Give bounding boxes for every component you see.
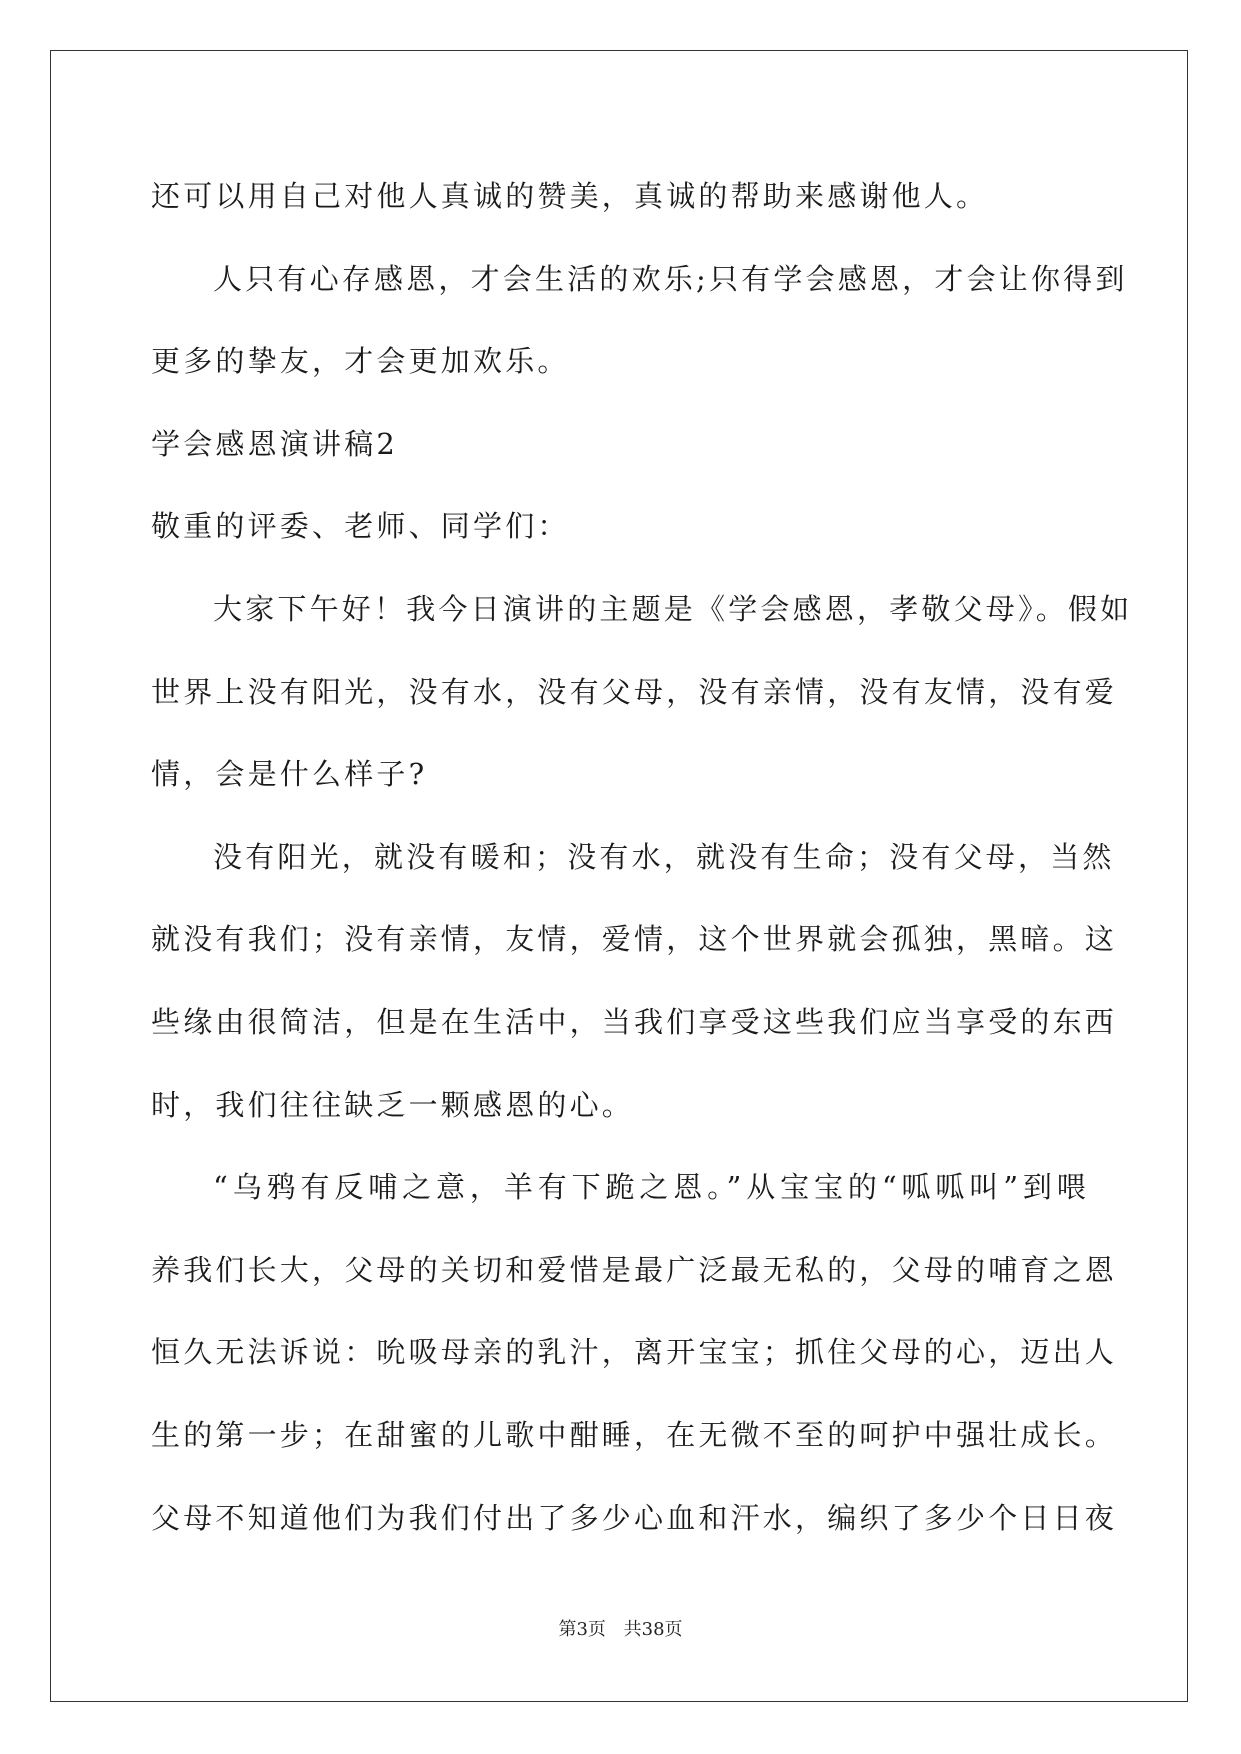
text-line: “乌鸦有反哺之意，羊有下跪之恩。”从宝宝的“呱呱叫”到喂: [213, 1170, 1089, 1205]
section-heading: 学会感恩演讲稿2: [151, 426, 399, 461]
page-footer: [0, 1618, 1241, 1642]
text-line: 恒久无法诉说：吮吸母亲的乳汁，离开宝宝；抓住父母的心，迈出人: [151, 1335, 1118, 1370]
text-line: 还可以用自己对他人真诚的赞美，真诚的帮助来感谢他人。: [151, 179, 989, 213]
text-line: 没有阳光，就没有暖和；没有水，就没有生命；没有父母，当然: [213, 839, 1115, 874]
text-line: 生的第一步；在甜蜜的儿歌中酣睡，在无微不至的呵护中强壮成长。: [151, 1417, 1118, 1452]
text-line: 些缘由很简洁，但是在生活中，当我们享受这些我们应当享受的东西: [151, 1004, 1118, 1039]
page-number: 第3页: [558, 1619, 606, 1640]
page-total: 共38页: [623, 1619, 683, 1640]
text-line: 更多的挚友，才会更加欢乐。: [151, 344, 570, 379]
text-line: 时，我们往往缺乏一颗感恩的心。: [151, 1087, 635, 1122]
text-line: 人只有心存感恩，才会生活的欢乐;只有学会感恩，才会让你得到: [213, 261, 1128, 296]
text-line: 世界上没有阳光，没有水，没有父母，没有亲情，没有友情，没有爱: [151, 674, 1118, 709]
document-body: [151, 155, 1133, 1559]
text-line: 就没有我们；没有亲情，友情，爱情，这个世界就会孤独，黑暗。这: [151, 922, 1118, 957]
salutation: 敬重的评委、老师、同学们：: [151, 509, 570, 544]
text-line: 情，会是什么样子?: [151, 757, 428, 792]
text-line: 父母不知道他们为我们付出了多少心血和汗水，编织了多少个日日夜: [151, 1500, 1118, 1535]
text-line: 养我们长大，父母的关切和爱惜是最广泛最无私的，父母的哺育之恩: [151, 1252, 1118, 1287]
text-line: 大家下午好！我今日演讲的主题是《学会感恩，孝敬父母》。假如: [213, 591, 1133, 626]
